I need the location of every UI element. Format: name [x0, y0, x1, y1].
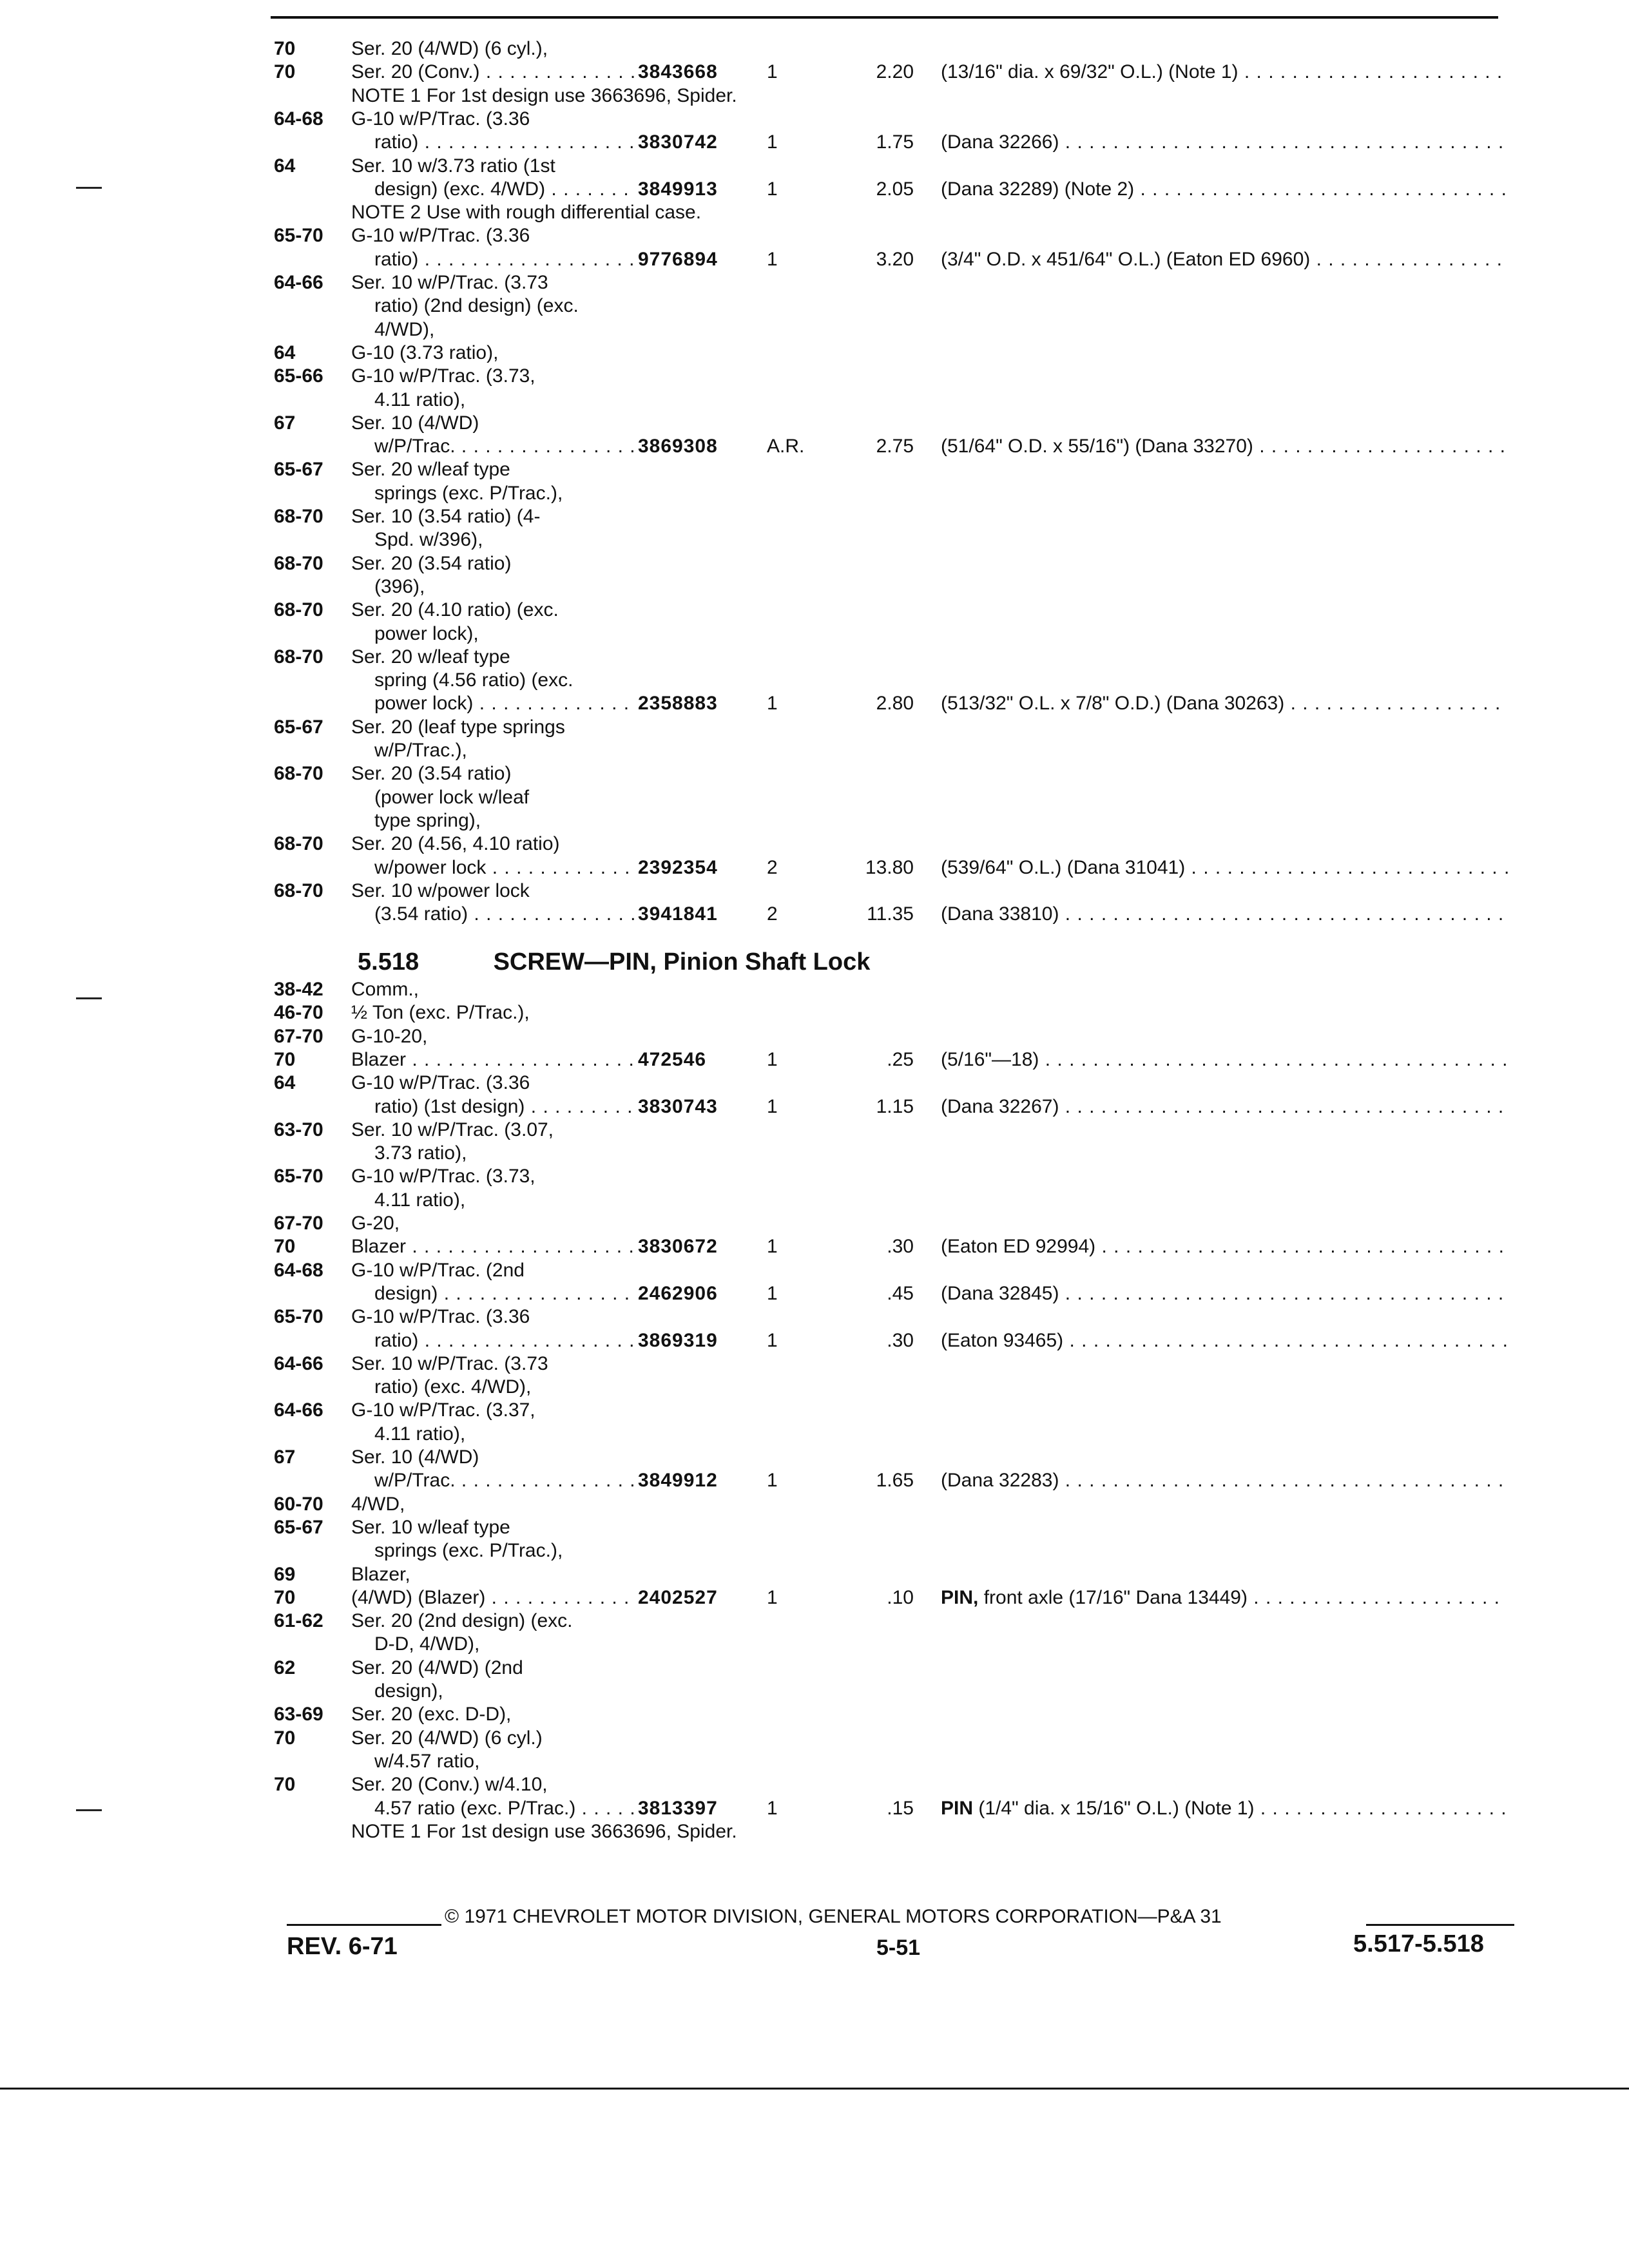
model-years: 68-70: [274, 646, 323, 668]
application-text: Ser. 10 (4/WD): [351, 1446, 479, 1468]
list-price: 2.75: [876, 436, 914, 457]
table-row: [0, 61, 1629, 84]
table-row: [0, 84, 1629, 108]
table-row: [0, 1259, 1629, 1282]
quantity: 1: [767, 1797, 778, 1819]
part-number: 3830742: [638, 131, 718, 153]
quantity: 1: [767, 131, 778, 153]
table-row: [0, 1142, 1629, 1165]
table-row: [0, 1352, 1629, 1376]
application-text: Ser. 20 (4/WD) (2nd: [351, 1657, 523, 1678]
application-text: G-10 w/P/Trac. (3.36: [351, 1072, 530, 1094]
remarks: [941, 248, 1508, 271]
quantity: 1: [767, 1586, 778, 1608]
note-text: NOTE 2 Use with rough differential case.: [351, 202, 702, 224]
application-text: (3.54 ratio) . . .: [351, 903, 635, 926]
application-text: (396),: [374, 575, 425, 597]
remark-text: (Dana 32267): [941, 1095, 1059, 1117]
table-row: [0, 1539, 1629, 1562]
table-row: [0, 716, 1629, 739]
table-row: [0, 435, 1629, 458]
top-rule: [271, 16, 1498, 19]
remarks: [941, 903, 1508, 926]
application-text: 4/WD,: [351, 1493, 405, 1515]
quantity: 1: [767, 1095, 778, 1117]
footer-rule-right: [1366, 1924, 1514, 1926]
model-years: 69: [274, 1563, 296, 1585]
list-price: 2.05: [876, 178, 914, 200]
remarks: [941, 61, 1508, 84]
table-row: [0, 692, 1629, 715]
model-years: 65-67: [274, 1516, 323, 1538]
application-text: G-20,: [351, 1213, 400, 1234]
table-row: [0, 389, 1629, 412]
part-number: 9776894: [638, 248, 718, 270]
application-text: Ser. 10 (4/WD): [351, 412, 479, 434]
application-text: Ser. 20 (4.56, 4.10 ratio): [351, 833, 560, 855]
model-years: 68-70: [274, 506, 323, 527]
table-row: [0, 669, 1629, 692]
table-row: [0, 1235, 1629, 1258]
application-text: ½ Ton (exc. P/Trac.),: [351, 1002, 530, 1024]
application-text: Ser. 10 w/leaf type: [351, 1516, 510, 1538]
list-price: 1.75: [876, 131, 914, 153]
quantity: 1: [767, 61, 778, 83]
table-row: [0, 131, 1629, 154]
model-years: 64: [274, 1072, 296, 1094]
section-number: 5.518: [358, 948, 419, 975]
remark-text: (5/16"—18): [941, 1048, 1039, 1070]
remark-text: (Eaton 93465): [941, 1329, 1064, 1351]
application-text: G-10 w/P/Trac. (3.73,: [351, 365, 535, 387]
model-years: 64-68: [274, 108, 323, 130]
list-price: .10: [887, 1586, 914, 1608]
part-number: 2402527: [638, 1586, 718, 1608]
section-title: SCREW—PIN, Pinion Shaft Lock: [493, 948, 871, 975]
table-row: [0, 1773, 1629, 1796]
application-text: Ser. 20 (2nd design) (exc.: [351, 1610, 573, 1632]
application-text: w/P/Trac.),: [374, 740, 467, 761]
application-text: springs (exc. P/Trac.),: [374, 482, 563, 504]
part-number: 2358883: [638, 693, 718, 715]
remark-text: (Dana 32283): [941, 1470, 1059, 1492]
remarks: [941, 1235, 1508, 1258]
application-text: design) . . .: [351, 1282, 635, 1305]
part-number: 2392354: [638, 856, 718, 878]
table-row: [0, 1820, 1629, 1843]
table-row: [0, 365, 1629, 388]
table-row: [0, 1423, 1629, 1446]
table-row: [0, 762, 1629, 785]
remark-text: (Dana 32845): [941, 1282, 1059, 1304]
table-row: [0, 155, 1629, 178]
application-text: Ser. 20 (leaf type springs: [351, 716, 565, 738]
application-text: G-10 w/P/Trac. (3.36: [351, 1306, 530, 1328]
application-text: G-10 (3.73 ratio),: [351, 341, 499, 363]
list-price: .45: [887, 1282, 914, 1304]
application-text: G-10-20,: [351, 1025, 428, 1047]
application-text: G-10 w/P/Trac. (3.37,: [351, 1399, 535, 1421]
model-years: 65-70: [274, 225, 323, 247]
application-text: G-10 w/P/Trac. (3.36: [351, 108, 530, 130]
table-row: [0, 412, 1629, 435]
table-row: [0, 271, 1629, 294]
part-number: 472546: [638, 1048, 707, 1070]
model-years: 65-67: [274, 716, 323, 738]
model-years: 64-66: [274, 1399, 323, 1421]
model-years: 70: [274, 1236, 296, 1258]
list-price: .30: [887, 1236, 914, 1258]
model-years: 68-70: [274, 763, 323, 785]
remarks: [941, 692, 1508, 715]
table-row: [0, 482, 1629, 505]
application-text: power lock),: [374, 622, 479, 644]
remarks: [941, 1797, 1508, 1820]
application-text: G-10 w/P/Trac. (3.73,: [351, 1166, 535, 1187]
application-text: 4/WD),: [374, 318, 435, 340]
part-number: 3813397: [638, 1797, 718, 1819]
table-row: [0, 1048, 1629, 1072]
model-years: 70: [274, 1774, 296, 1796]
application-text: Ser. 10 w/P/Trac. (3.07,: [351, 1119, 554, 1140]
section-range: 5.517-5.518: [1353, 1930, 1484, 1957]
application-text: ratio) . . .: [351, 1329, 635, 1352]
model-years: 70: [274, 1586, 296, 1608]
application-text: D-D, 4/WD),: [374, 1633, 480, 1655]
remark-text: (13/16" dia. x 69/32" O.L.) (Note 1): [941, 61, 1239, 83]
application-text: Ser. 20 w/leaf type: [351, 646, 510, 668]
quantity: 2: [767, 856, 778, 878]
table-row: [0, 1797, 1629, 1820]
application-text: type spring),: [374, 809, 481, 831]
application-text: Ser. 10 (3.54 ratio) (4-: [351, 506, 541, 527]
application-text: 4.57 ratio (exc. P/Trac.) . . .: [351, 1797, 635, 1820]
list-price: 13.80: [865, 856, 914, 878]
application-text: (power lock w/leaf: [374, 786, 530, 808]
quantity: A.R.: [767, 436, 805, 457]
remark-text: (Dana 32289) (Note 2): [941, 178, 1135, 200]
remarks: [941, 178, 1508, 201]
application-text: Blazer . . .: [351, 1235, 635, 1258]
model-years: 63-69: [274, 1704, 323, 1725]
list-price: .25: [887, 1048, 914, 1070]
remark-text: (51/64" O.D. x 55/16") (Dana 33270): [941, 436, 1253, 457]
quantity: 1: [767, 1470, 778, 1492]
table-row: [0, 201, 1629, 224]
remarks: [941, 1048, 1508, 1072]
application-text: Ser. 10 w/power lock: [351, 879, 530, 901]
remark-text: (1/4" dia. x 15/16" O.L.) (Note 1): [978, 1797, 1255, 1819]
remark-text: (3/4" O.D. x 451/64" O.L.) (Eaton ED 6960): [941, 248, 1311, 270]
model-years: 68-70: [274, 552, 323, 574]
remarks: [941, 435, 1508, 458]
model-years: 64: [274, 341, 296, 363]
model-years: 70: [274, 38, 296, 59]
remark-text: (Dana 32266): [941, 131, 1059, 153]
quantity: 1: [767, 693, 778, 715]
model-years: 68-70: [274, 879, 323, 901]
application-text: 4.11 ratio),: [374, 1189, 466, 1211]
model-years: 67: [274, 412, 296, 434]
table-row: [0, 178, 1629, 201]
table-row: [0, 1025, 1629, 1048]
application-text: design) (exc. 4/WD) . . .: [351, 178, 635, 201]
application-text: spring (4.56 ratio) (exc.: [374, 669, 574, 691]
model-years: 65-66: [274, 365, 323, 387]
revision-label: REV. 6-71: [287, 1933, 398, 1960]
application-text: ratio) . . .: [351, 131, 635, 154]
quantity: 1: [767, 178, 778, 200]
application-text: ratio) . . .: [351, 248, 635, 271]
application-text: Blazer,: [351, 1563, 410, 1585]
application-text: Ser. 20 (Conv.) w/4.10,: [351, 1774, 548, 1796]
quantity: 1: [767, 1048, 778, 1070]
remarks: [941, 1586, 1508, 1610]
table-row: [0, 37, 1629, 61]
model-years: 67-70: [274, 1213, 323, 1234]
table-row: [0, 1189, 1629, 1212]
model-years: 46-70: [274, 1002, 323, 1024]
table-row: [0, 739, 1629, 762]
quantity: 1: [767, 1329, 778, 1351]
remarks: [941, 1469, 1508, 1492]
remarks: [941, 1282, 1508, 1305]
list-price: .30: [887, 1329, 914, 1351]
note-text: NOTE 1 For 1st design use 3663696, Spider.: [351, 1820, 737, 1842]
application-text: ratio) (2nd design) (exc.: [374, 295, 579, 317]
application-text: Comm.,: [351, 979, 419, 1000]
list-price: .15: [887, 1797, 914, 1819]
page-number: 5-51: [876, 1936, 921, 1960]
table-row: [0, 1493, 1629, 1516]
remark-text: (513/32" O.L. x 7/8" O.D.) (Dana 30263): [941, 693, 1285, 715]
remark-part-name: PIN,: [941, 1586, 979, 1608]
table-row: [0, 1165, 1629, 1188]
note-text: NOTE 1 For 1st design use 3663696, Spider.: [351, 84, 737, 106]
table-row: [0, 622, 1629, 646]
model-years: 64: [274, 155, 296, 177]
table-row: [0, 599, 1629, 622]
application-text: Ser. 20 (3.54 ratio): [351, 552, 512, 574]
remark-text: (539/64" O.L.) (Dana 31041): [941, 856, 1186, 878]
part-number: 2462906: [638, 1282, 718, 1304]
list-price: 2.80: [876, 693, 914, 715]
table-row: [0, 856, 1629, 879]
model-years: 67: [274, 1446, 296, 1468]
model-years: 70: [274, 61, 296, 83]
table-row: [0, 1399, 1629, 1422]
quantity: 1: [767, 1282, 778, 1304]
section-heading: [358, 948, 870, 976]
application-text: Ser. 20 (exc. D-D),: [351, 1704, 512, 1725]
list-price: 1.65: [876, 1470, 914, 1492]
application-text: w/power lock . . .: [351, 856, 635, 879]
footer-rule-left: [287, 1924, 441, 1926]
table-row: [0, 978, 1629, 1001]
table-row: [0, 505, 1629, 528]
table-row: [0, 1727, 1629, 1750]
model-years: 63-70: [274, 1119, 323, 1140]
application-text: Ser. 20 (3.54 ratio): [351, 763, 512, 785]
application-text: power lock) . . .: [351, 692, 635, 715]
list-price: 3.20: [876, 248, 914, 270]
model-years: 68-70: [274, 833, 323, 855]
part-number: 3830743: [638, 1095, 718, 1117]
table-row: [0, 1282, 1629, 1305]
table-row: [0, 552, 1629, 575]
table-row: [0, 1633, 1629, 1656]
table-row: [0, 318, 1629, 341]
table-row: [0, 1657, 1629, 1680]
application-text: Ser. 20 w/leaf type: [351, 459, 510, 481]
application-text: Blazer . . .: [351, 1048, 635, 1072]
table-row: [0, 575, 1629, 599]
application-text: ratio) (exc. 4/WD),: [374, 1376, 532, 1398]
table-row: [0, 1119, 1629, 1142]
part-number: 3869319: [638, 1329, 718, 1351]
table-row: [0, 809, 1629, 832]
model-years: 62: [274, 1657, 296, 1678]
model-years: 67-70: [274, 1025, 323, 1047]
quantity: 1: [767, 1236, 778, 1258]
application-text: 3.73 ratio),: [374, 1142, 467, 1164]
model-years: 64-66: [274, 272, 323, 293]
table-row: [0, 1516, 1629, 1539]
table-row: [0, 786, 1629, 809]
application-text: w/P/Trac. . . .: [351, 1469, 635, 1492]
table-row: [0, 294, 1629, 318]
application-text: springs (exc. P/Trac.),: [374, 1540, 563, 1562]
table-row: [0, 108, 1629, 131]
remarks: [941, 131, 1508, 154]
model-years: 64-68: [274, 1259, 323, 1281]
application-text: (4/WD) (Blazer) . . .: [351, 1586, 635, 1610]
part-number: 3849913: [638, 178, 718, 200]
table-row: [0, 1750, 1629, 1773]
application-text: Ser. 20 (Conv.) . . .: [351, 61, 635, 84]
part-number: 3830672: [638, 1236, 718, 1258]
table-row: [0, 903, 1629, 926]
table-row: [0, 1329, 1629, 1352]
application-text: Ser. 20 (4.10 ratio) (exc.: [351, 599, 559, 621]
application-text: design),: [374, 1680, 443, 1702]
part-number: 3941841: [638, 903, 718, 925]
part-number: 3843668: [638, 61, 718, 83]
model-years: 60-70: [274, 1493, 323, 1515]
list-price: 1.15: [876, 1095, 914, 1117]
table-row: [0, 1703, 1629, 1726]
table-row: [0, 1376, 1629, 1399]
application-text: G-10 w/P/Trac. (3.36: [351, 225, 530, 247]
application-text: Ser. 20 (4/WD) (6 cyl.): [351, 1727, 543, 1749]
table-row: [0, 341, 1629, 365]
model-years: 70: [274, 1048, 296, 1070]
application-text: Ser. 10 w/3.73 ratio (1st: [351, 155, 555, 177]
remarks: [941, 1329, 1508, 1352]
table-row: [0, 1001, 1629, 1024]
model-years: 70: [274, 1727, 296, 1749]
table-row: [0, 1680, 1629, 1703]
application-text: 4.11 ratio),: [374, 389, 466, 410]
table-row: [0, 1469, 1629, 1492]
model-years: 65-70: [274, 1306, 323, 1328]
model-years: 65-70: [274, 1166, 323, 1187]
part-number: 3849912: [638, 1470, 718, 1492]
application-text: w/4.57 ratio,: [374, 1750, 480, 1772]
quantity: 1: [767, 248, 778, 270]
application-text: Ser. 10 w/P/Trac. (3.73: [351, 272, 548, 293]
part-number: 3869308: [638, 436, 718, 457]
application-text: G-10 w/P/Trac. (2nd: [351, 1259, 525, 1281]
remark-text: (Eaton ED 92994): [941, 1236, 1096, 1258]
list-price: 11.35: [867, 903, 914, 925]
quantity: 2: [767, 903, 778, 925]
model-years: 61-62: [274, 1610, 323, 1632]
table-row: [0, 224, 1629, 247]
table-row: [0, 1095, 1629, 1119]
remark-part-name: PIN: [941, 1797, 974, 1819]
table-row: [0, 1563, 1629, 1586]
application-text: Spd. w/396),: [374, 529, 483, 551]
application-text: Ser. 10 w/P/Trac. (3.73: [351, 1352, 548, 1374]
model-years: 68-70: [274, 599, 323, 621]
model-years: 38-42: [274, 979, 323, 1000]
table-row: [0, 646, 1629, 669]
application-text: w/P/Trac. . . .: [351, 435, 635, 458]
remark-text: front axle (17/16" Dana 13449): [983, 1586, 1248, 1608]
application-text: Ser. 20 (4/WD) (6 cyl.),: [351, 38, 548, 59]
application-text: ratio) (1st design) . . .: [351, 1095, 635, 1119]
table-row: [0, 832, 1629, 856]
bottom-rule: [0, 2088, 1629, 2090]
table-row: [0, 1212, 1629, 1235]
table-row: [0, 1305, 1629, 1329]
table-row: [0, 879, 1629, 903]
list-price: 2.20: [876, 61, 914, 83]
remarks: [941, 856, 1508, 879]
table-row: [0, 1610, 1629, 1633]
footer-copyright: © 1971 CHEVROLET MOTOR DIVISION, GENERAL MOTORS CORPORATION—P&A 31: [445, 1906, 1222, 1927]
model-years: 65-67: [274, 459, 323, 481]
table-row: [0, 1586, 1629, 1610]
remarks: [941, 1095, 1508, 1119]
table-row: [0, 1072, 1629, 1095]
table-row: [0, 1446, 1629, 1469]
application-text: 4.11 ratio),: [374, 1423, 466, 1445]
remark-text: (Dana 33810): [941, 903, 1059, 925]
model-years: 64-66: [274, 1352, 323, 1374]
table-row: [0, 248, 1629, 271]
table-row: [0, 528, 1629, 552]
table-row: [0, 458, 1629, 481]
